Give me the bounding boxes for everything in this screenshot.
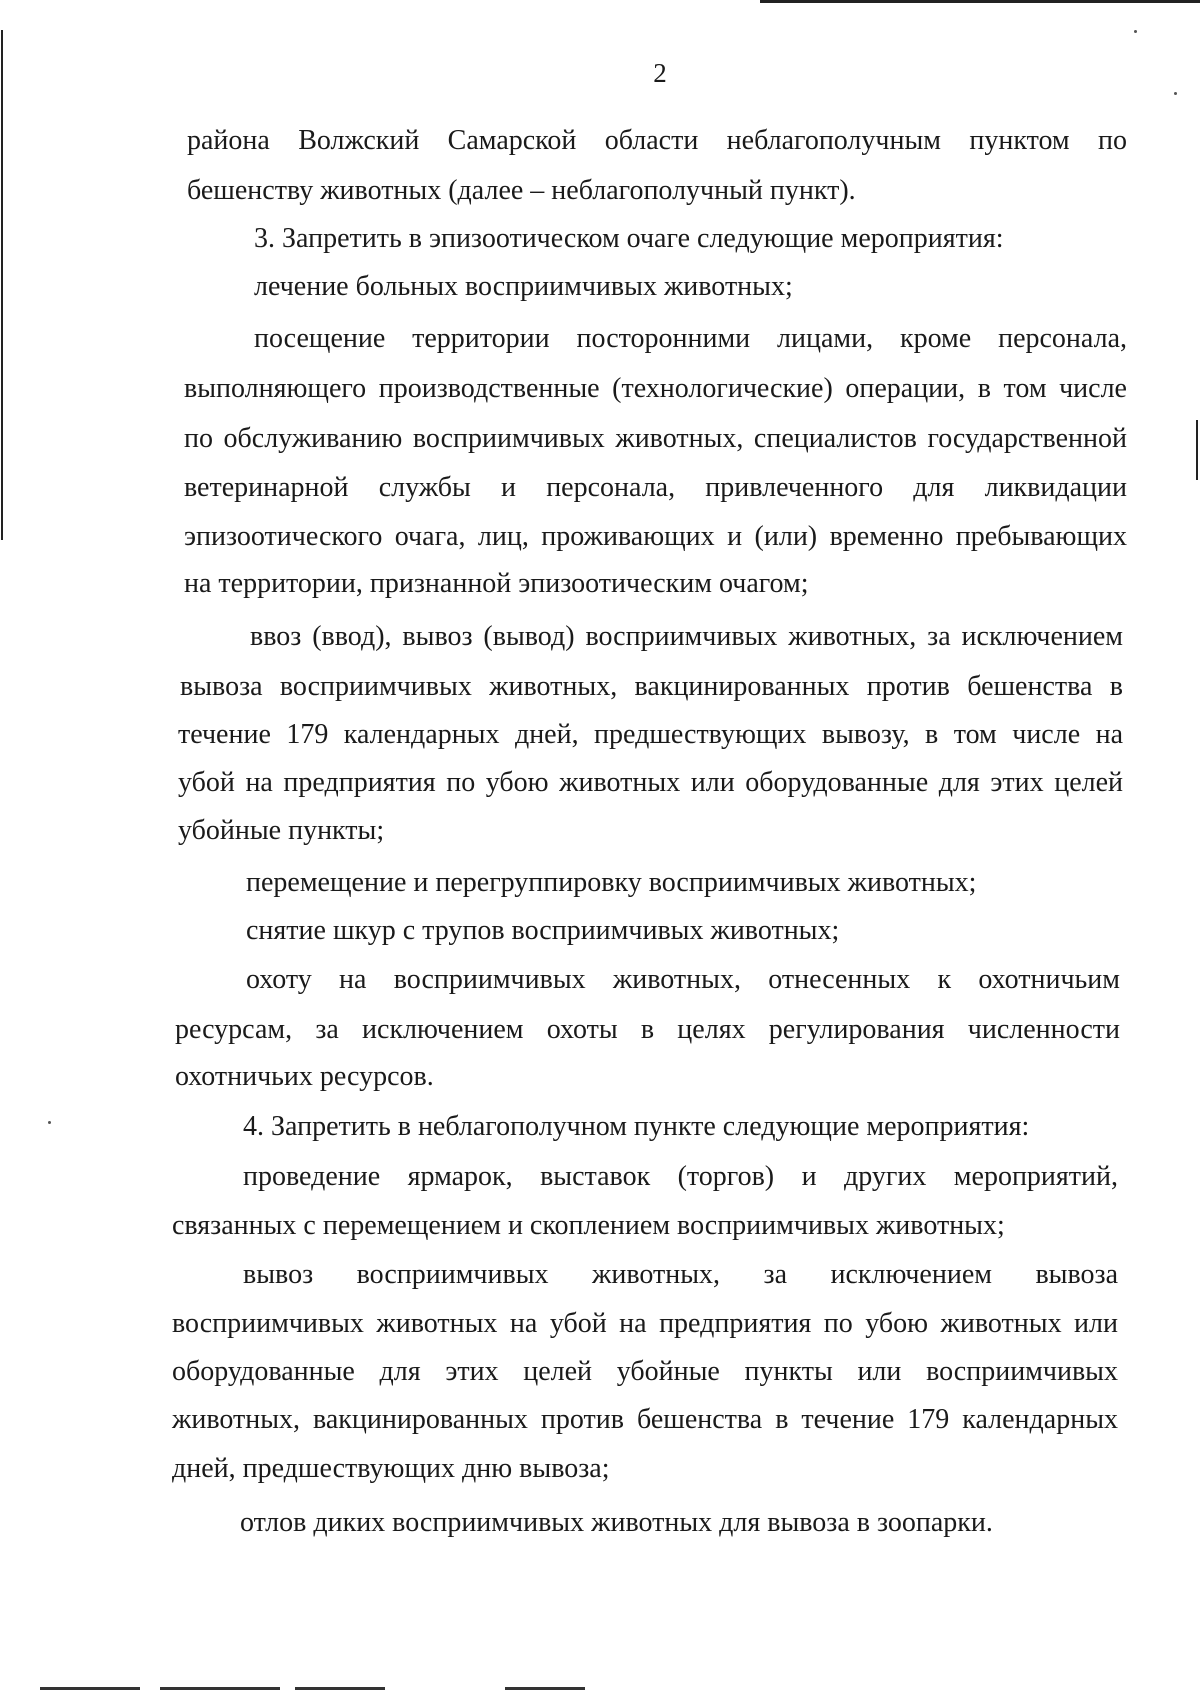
paragraph-line: охотничьих ресурсов. [175, 1061, 434, 1092]
scan-right-edge [1196, 420, 1198, 480]
scan-bottom-mark [160, 1687, 280, 1690]
paragraph-line: выполняющего производственные (технологические) операции, в том числе [184, 373, 1127, 404]
scan-speck [48, 1121, 51, 1124]
paragraph-line: связанных с перемещением и скоплением восприимчивых животных; [172, 1210, 1005, 1241]
scan-bottom-mark [40, 1687, 140, 1690]
paragraph-line: проведение ярмарок, выставок (торгов) и других мероприятий, [243, 1161, 1118, 1192]
paragraph-line: отлов диких восприимчивых животных для вывоза в зоопарки. [240, 1507, 993, 1538]
paragraph-line: убой на предприятия по убою животных или оборудованные для этих целей [178, 767, 1123, 798]
paragraph-line: эпизоотического очага, лиц, проживающих и (или) временно пребывающих [184, 521, 1127, 552]
scan-speck [1174, 92, 1177, 95]
paragraph-line: ввоз (ввод), вывоз (вывод) восприимчивых животных, за исключением [250, 621, 1123, 652]
paragraph-line: течение 179 календарных дней, предшествующих вывозу, в том числе на [178, 719, 1123, 750]
paragraph-line: восприимчивых животных на убой на предприятия по убою животных или [172, 1308, 1118, 1339]
paragraph-line: по обслуживанию восприимчивых животных, специалистов государственной [184, 423, 1127, 454]
paragraph-line: дней, предшествующих дню вывоза; [172, 1453, 610, 1484]
paragraph-line: убойные пункты; [178, 815, 385, 846]
paragraph-line: на территории, признанной эпизоотическим очагом; [184, 568, 809, 599]
scan-bottom-mark [295, 1687, 385, 1690]
paragraph-line: вывоза восприимчивых животных, вакцинированных против бешенства в [180, 671, 1123, 702]
paragraph-line: животных, вакцинированных против бешенства в течение 179 календарных [172, 1404, 1118, 1435]
paragraph-line: ветеринарной службы и персонала, привлеченного для ликвидации [184, 472, 1127, 503]
paragraph-line: охоту на восприимчивых животных, отнесенных к охотничьим [246, 964, 1120, 995]
paragraph-line: вывоз восприимчивых животных, за исключением вывоза [243, 1259, 1118, 1290]
paragraph-line: оборудованные для этих целей убойные пункты или восприимчивых [172, 1356, 1118, 1387]
paragraph-line: 4. Запретить в неблагополучном пункте следующие мероприятия: [243, 1111, 1030, 1142]
paragraph-line: 3. Запретить в эпизоотическом очаге следующие мероприятия: [254, 223, 1004, 254]
paragraph-line: бешенству животных (далее – неблагополучный пункт). [187, 175, 856, 206]
paragraph-line: перемещение и перегруппировку восприимчивых животных; [246, 867, 977, 898]
paragraph-line: снятие шкур с трупов восприимчивых животных; [246, 915, 840, 946]
scan-left-edge [1, 30, 3, 540]
paragraph-line: района Волжский Самарской области неблагополучным пунктом по [187, 125, 1127, 156]
paragraph-line: посещение территории посторонними лицами, кроме персонала, [254, 323, 1127, 354]
scan-speck [1134, 30, 1137, 33]
paragraph-line: лечение больных восприимчивых животных; [254, 271, 793, 302]
page-number: 2 [653, 58, 667, 88]
paragraph-line: ресурсам, за исключением охоты в целях регулирования численности [175, 1014, 1120, 1045]
scan-bottom-mark [505, 1687, 585, 1690]
scan-top-edge [760, 0, 1200, 3]
